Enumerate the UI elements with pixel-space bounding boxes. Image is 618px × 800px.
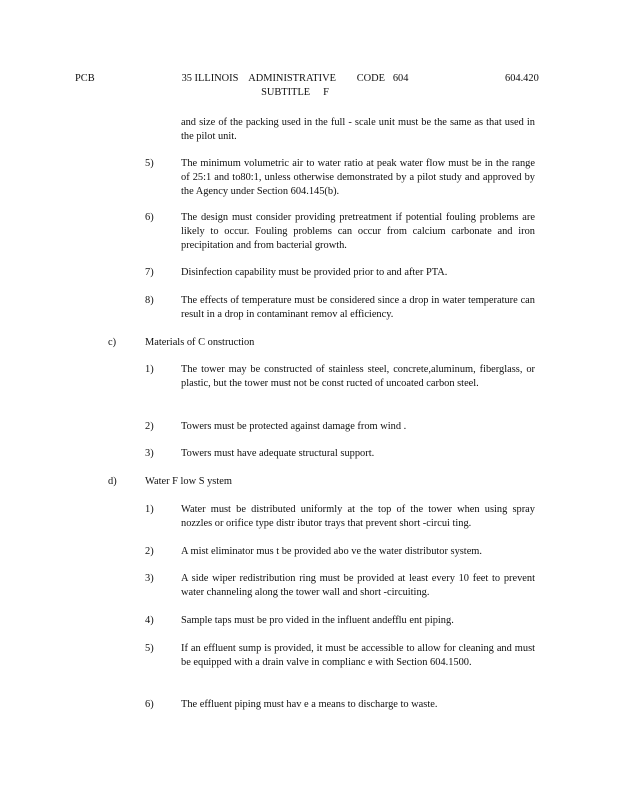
item-number: 1) [145,504,154,515]
item-text: A mist eliminator mus t be provided abo ve the water distributor system. [181,546,482,557]
header-center-line2: SUBTITLE F [261,87,329,98]
item-text: Towers must have adequate structural support. [181,448,375,459]
header-left: PCB [75,73,95,84]
item-number: 3) [145,573,154,584]
item-number: 8) [145,295,154,306]
header-right: 604.420 [505,73,539,84]
item-text: The effluent piping must hav e a means to discharge to waste. [181,699,438,710]
item-number: 2) [145,546,154,557]
item-text: Disinfection capability must be provided prior to and after PTA. [181,267,448,278]
item-text: A side wiper redistribution ring must be provided at least every 10 feet to prevent water channeling along the tower wall and short -circuiting. [181,573,535,598]
item-number: 4) [145,615,154,626]
section-label: c) [108,337,117,348]
item-text: The design must consider providing pretreatment if potential fouling problems are likely to occur. Fouling problems can occur from calcium carbonate and iron precipitation and from bacterial growth. [181,212,535,251]
item-number: 2) [145,421,154,432]
item-text: Sample taps must be pro vided in the influent andefflu ent piping. [181,615,454,626]
header-center-line1: 35 ILLINOIS ADMINISTRATIVE CODE 604 [181,73,409,84]
item-text: Water must be distributed uniformly at the top of the tower when using spray nozzles or orifice type distr ibutor trays that prevent short -circui ting. [181,504,535,529]
item-number: 1) [145,364,154,375]
section-title: Materials of C onstruction [145,337,255,348]
item-text: The minimum volumetric air to water ratio at peak water flow must be in the range of 25:1 and to80:1, unless otherwise demonstrated by a pilot study and approved by the Agency under Section 604.145(b). [181,158,535,197]
item-number: 5) [145,158,154,169]
item-number: 3) [145,448,154,459]
item-number: 6) [145,212,154,223]
item-text: Towers must be protected against damage from wind . [181,421,407,432]
header-center [160,72,430,100]
continuation-paragraph: and size of the packing used in the full - scale unit must be the same as that used in the pilot unit. [181,117,535,142]
item-number: 5) [145,643,154,654]
section-title: Water F low S ystem [145,476,232,487]
item-number: 6) [145,699,154,710]
item-text: The tower may be constructed of stainless steel, concrete,aluminum, fiberglass, or plastic, but the tower must not be const ructed of uncoated carbon steel. [181,364,535,389]
item-text: If an effluent sump is provided, it must be accessible to allow for cleaning and must be equipped with a drain valve in complianc e with Section 604.1500. [181,643,535,668]
item-number: 7) [145,267,154,278]
section-label: d) [108,476,117,487]
item-text: The effects of temperature must be considered since a drop in water temperature can result in a drop in contaminant remov al efficiency. [181,295,535,320]
